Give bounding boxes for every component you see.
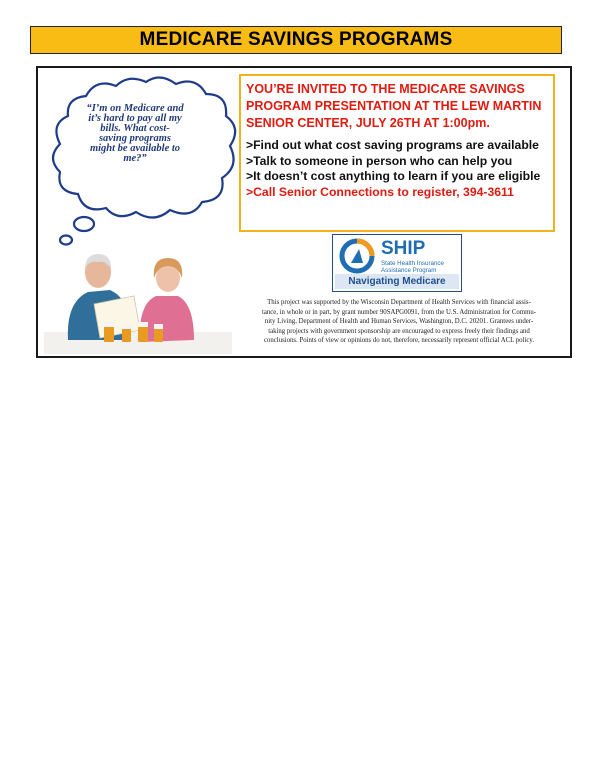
thought-line: me?” bbox=[123, 153, 147, 164]
thought-line: it’s hard to pay all my bbox=[88, 113, 182, 124]
disclaimer-line: conclusions. Points of view or opinions do not, therefore, necessarily represent official ACL policy. bbox=[263, 337, 535, 345]
funding-disclaimer bbox=[234, 298, 564, 346]
thought-line: might be available to bbox=[89, 143, 181, 154]
ship-subtitle bbox=[381, 260, 444, 274]
disclaimer-line: This project was supported by the Wisconsin Department of Health Services with financial assis- bbox=[267, 299, 531, 306]
bullet-item: >Find out what cost saving programs are available bbox=[246, 138, 539, 152]
paper bbox=[94, 296, 140, 338]
ship-name: SHIP bbox=[381, 238, 426, 259]
disclaimer-line: tance, in whole or in part, by grant number 90SAPG0091, from the U.S. Administration for Commu- bbox=[261, 308, 537, 316]
thought-line: “I’m on Medicare and bbox=[86, 103, 184, 114]
thought-text bbox=[64, 104, 206, 164]
pill-bottle bbox=[154, 328, 163, 342]
flyer-card bbox=[36, 66, 572, 358]
pill-bottle bbox=[104, 326, 114, 342]
thought-line: saving programs bbox=[98, 133, 172, 144]
pill-bottle bbox=[138, 326, 148, 342]
bullet-item: >Talk to someone in person who can help you bbox=[246, 153, 513, 168]
invitation-box bbox=[239, 74, 555, 232]
heading-line: PROGRAM PRESENTATION AT THE LEW MARTIN bbox=[246, 99, 542, 113]
page-title: MEDICARE SAVINGS PROGRAMS bbox=[139, 29, 453, 50]
disclaimer-line: nity Living, Department of Health and Human Services, Washington, D.C. 20201. Grantees under- bbox=[264, 318, 534, 326]
ship-subtitle-line: Assistance Program bbox=[381, 267, 437, 274]
thought-line: bills. What cost- bbox=[100, 123, 170, 134]
heading-line: YOU’RE INVITED TO THE MEDICARE SAVINGS bbox=[246, 82, 525, 96]
thought-bubble-dot-large bbox=[74, 217, 94, 231]
bullet-item: >It doesn’t cost anything to learn if you are eligible bbox=[246, 169, 541, 183]
call-to-action: >Call Senior Connections to register, 394-3611 bbox=[246, 184, 514, 199]
invitation-heading bbox=[246, 81, 549, 132]
ship-tagline: Navigating Medicare bbox=[335, 274, 459, 289]
ship-logo bbox=[332, 234, 462, 292]
seniors-photo bbox=[44, 244, 232, 354]
ship-subtitle-line: State Health Insurance bbox=[381, 260, 444, 267]
ship-emblem-icon bbox=[337, 237, 379, 275]
disclaimer-line: taking projects with government sponsorship are encouraged to express freely their findings and bbox=[268, 327, 530, 335]
title-banner bbox=[30, 26, 562, 54]
heading-line: SENIOR CENTER, JULY 26TH AT 1:00pm. bbox=[246, 116, 490, 130]
pill-bottle bbox=[122, 328, 131, 342]
